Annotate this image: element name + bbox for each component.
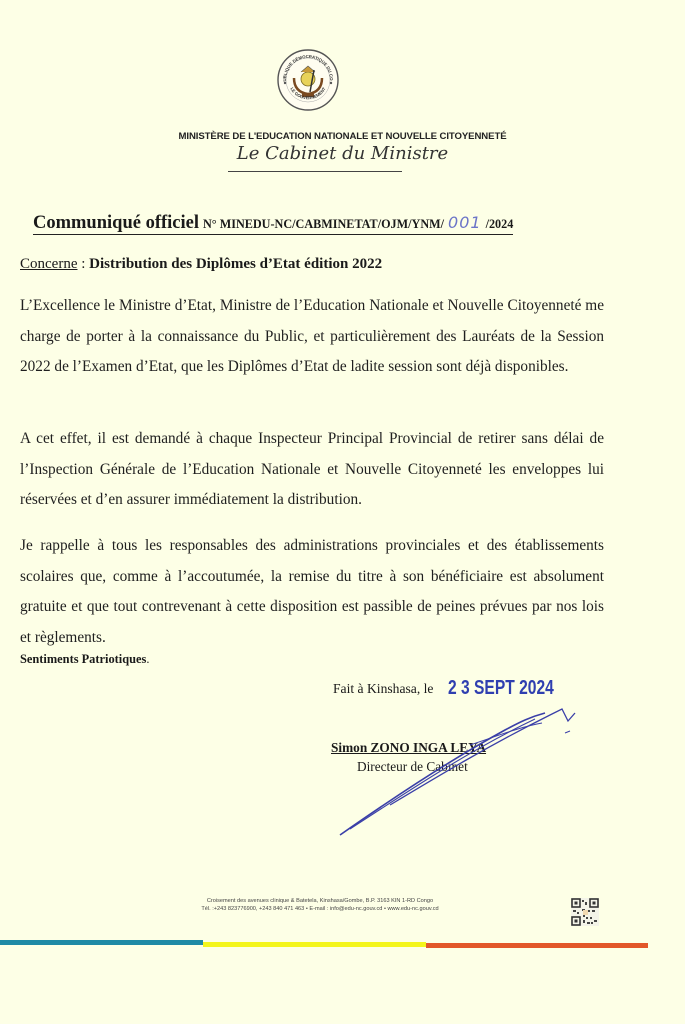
closing-salutation bbox=[20, 652, 149, 667]
subject-text: Distribution des Diplômes d’Etat édition 2022 bbox=[89, 256, 383, 272]
ministry-name: MINISTÈRE DE L'EDUCATION NATIONALE ET NOUVELLE CITOYENNETÉ bbox=[178, 131, 507, 142]
signer-role: Directeur de Cabinet bbox=[357, 759, 468, 774]
flag-band-blue bbox=[0, 940, 203, 945]
svg-text:LE GOUVERNEMENT: LE GOUVERNEMENT bbox=[289, 86, 327, 101]
reference-suffix: /2024 bbox=[485, 217, 514, 231]
qr-code-icon bbox=[571, 898, 599, 926]
cabinet-heading: Le Cabinet du Ministre bbox=[236, 143, 449, 164]
footer-phone-email-web: Tél. :+243 823776900, +243 840 471 463 • E-mail : info@edu-nc.gouv.cd • www.edu-nc.gouv.cd bbox=[201, 906, 439, 912]
signer-name: Simon ZONO INGA LEYA bbox=[331, 740, 487, 755]
svg-text:RÉPUBLIQUE DÉMOCRATIQUE DU CON: UBLIQUE DÉMOCRATIQUE DU CO bbox=[281, 53, 335, 82]
footer-contact bbox=[140, 897, 500, 913]
footer-address: Croisement des avenues clinique & Batetela, Kinshasa/Gombe, B.P. 3163 KIN 1-RD Congo bbox=[206, 898, 434, 904]
communique-title-text: Communiqué officiel bbox=[33, 213, 199, 233]
body-paragraph-3: Je rappelle à tous les responsables des administrations provinciales et des établissements scolaires que, comme à l’accoutumée, la remise du titre à son bénéficiaire est absolument gratuite et que tout contrevenant à cette disposition est passible de peines prévues par nos lois et règlements. bbox=[20, 537, 604, 646]
subject-line bbox=[20, 256, 382, 273]
subject-separator: : bbox=[77, 256, 90, 272]
date-stamp: 2 3 SEPT 2024 bbox=[448, 677, 554, 699]
body-paragraph-2: A cet effet, il est demandé à chaque Inspecteur Principal Provincial de retirer sans délai de l’Inspection Générale de l’Education Nationale et Nouvelle Citoyenneté les enveloppes lui réservées et d’en assurer immédiatement la distribution. bbox=[20, 430, 604, 508]
reference-prefix: N° MINEDU-NC/CABMINETAT/OJM/YNM/ bbox=[202, 217, 445, 231]
cabinet-divider bbox=[228, 171, 402, 172]
closing-text: Sentiments Patriotiques bbox=[20, 652, 147, 666]
closing-punctuation: . bbox=[146, 652, 150, 666]
body-paragraph-1: L’Excellence le Ministre d’Etat, Ministre de l’Education Nationale et Nouvelle Citoyenneté me charge de porter à la connaissance du Public, et particulièrement des Lauréats de la Session 2022 de l’Examen d’Etat, que les Diplômes d’Etat de ladite session sont déjà disponibles. bbox=[20, 297, 604, 375]
reference-number-handwritten: 001 bbox=[448, 213, 482, 232]
communique-title bbox=[33, 213, 513, 235]
coat-of-arms-seal-icon bbox=[276, 48, 340, 112]
place-line: Fait à Kinshasa, le bbox=[333, 681, 434, 696]
subject-label: Concerne bbox=[20, 256, 78, 272]
flag-band-yellow bbox=[203, 942, 426, 947]
flag-band-red bbox=[426, 943, 648, 948]
